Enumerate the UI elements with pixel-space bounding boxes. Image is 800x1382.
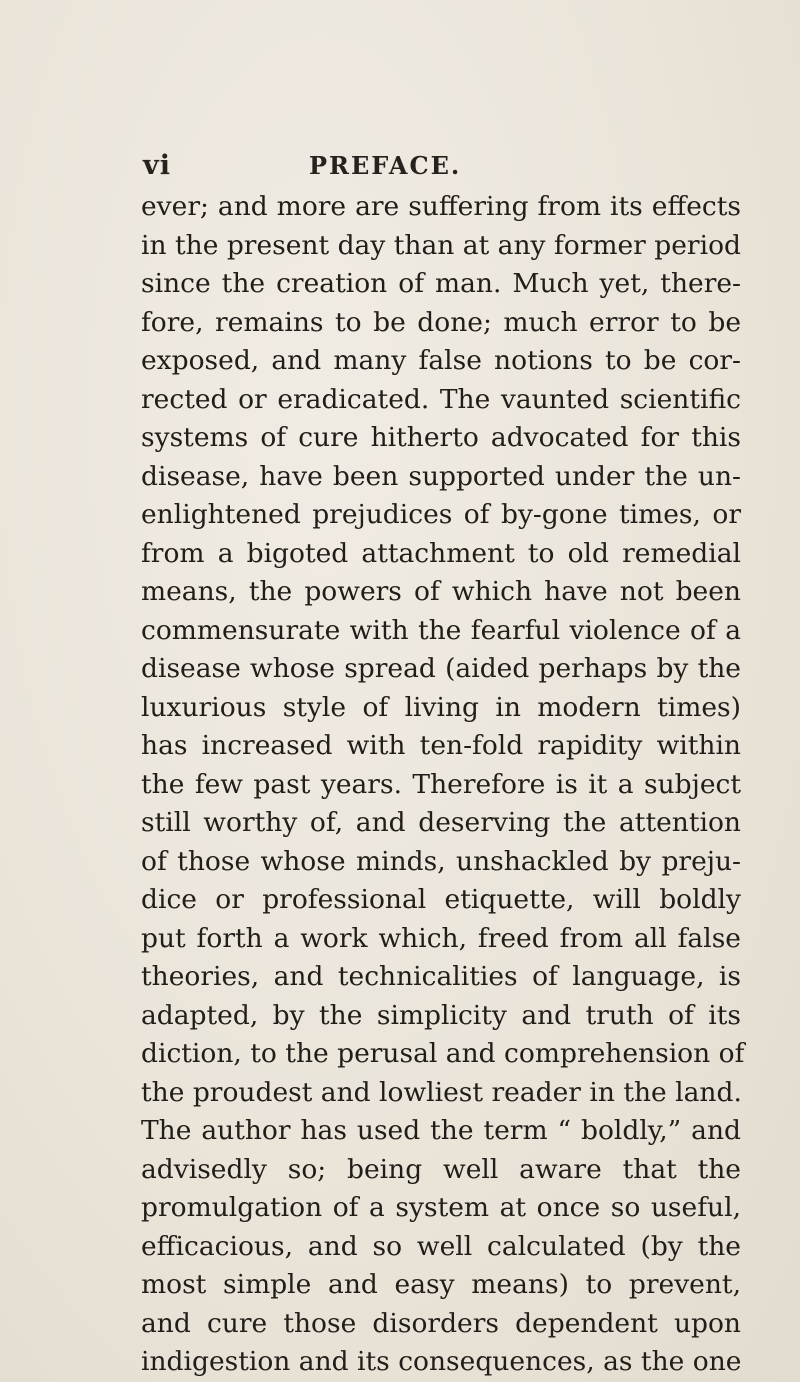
text-line: the few past years. Therefore is it a subject <box>141 768 741 800</box>
text-line: in the present day than at any former period <box>141 229 741 261</box>
text-line: the proudest and lowliest reader in the land. <box>141 1076 742 1108</box>
text-line: disease, have been supported under the un- <box>141 460 741 492</box>
text-line: fore, remains to be done; much error to be <box>141 306 741 338</box>
page-number: vi <box>143 150 171 181</box>
text-line: from a bigoted attachment to old remedial <box>141 537 741 569</box>
text-line: promulgation of a system at once so useful, <box>141 1192 741 1223</box>
text-line: of those whose minds, unshackled by preju- <box>141 845 741 877</box>
text-line: The author has used the term “ boldly,” and <box>141 1115 741 1146</box>
running-head <box>0 150 800 190</box>
text-line: indigestion and its consequences, as the one <box>141 1346 742 1377</box>
text-line: systems of cure hitherto advocated for this <box>141 422 741 453</box>
text-line: still worthy of, and deserving the attention <box>141 807 741 838</box>
text-line: has increased with ten-fold rapidity within <box>141 730 741 761</box>
body-text <box>141 188 745 1382</box>
text-line: means, the powers of which have not been <box>141 576 741 607</box>
text-line: advisedly so; being well aware that the <box>141 1153 741 1185</box>
text-line: disease whose spread (aided perhaps by the <box>141 653 741 684</box>
text-line: dice or professional etiquette, will boldly <box>141 884 741 915</box>
text-line: efficacious, and so well calculated (by the <box>141 1230 741 1262</box>
text-line: diction, to the perusal and comprehension of <box>141 1038 745 1069</box>
text-line: and cure those disorders dependent upon <box>141 1307 741 1339</box>
text-line: ever; and more are suffering from its effects <box>141 191 741 222</box>
text-line: luxurious style of living in modern times) <box>141 691 741 723</box>
text-line: rected or eradicated. The vaunted scientific <box>141 383 741 415</box>
text-line: commensurate with the fearful violence of a <box>141 614 741 646</box>
text-line: since the creation of man. Much yet, there- <box>141 268 741 299</box>
text-line: adapted, by the simplicity and truth of its <box>141 999 741 1031</box>
text-line: exposed, and many false notions to be cor- <box>141 345 741 376</box>
text-line: enlightened prejudices of by-gone times, or <box>141 499 741 530</box>
text-line: most simple and easy means) to prevent, <box>141 1269 741 1300</box>
text-line: theories, and technicalities of language, is <box>141 961 741 992</box>
text-line: put forth a work which, freed from all false <box>141 922 741 954</box>
running-title: PREFACE. <box>309 151 462 180</box>
